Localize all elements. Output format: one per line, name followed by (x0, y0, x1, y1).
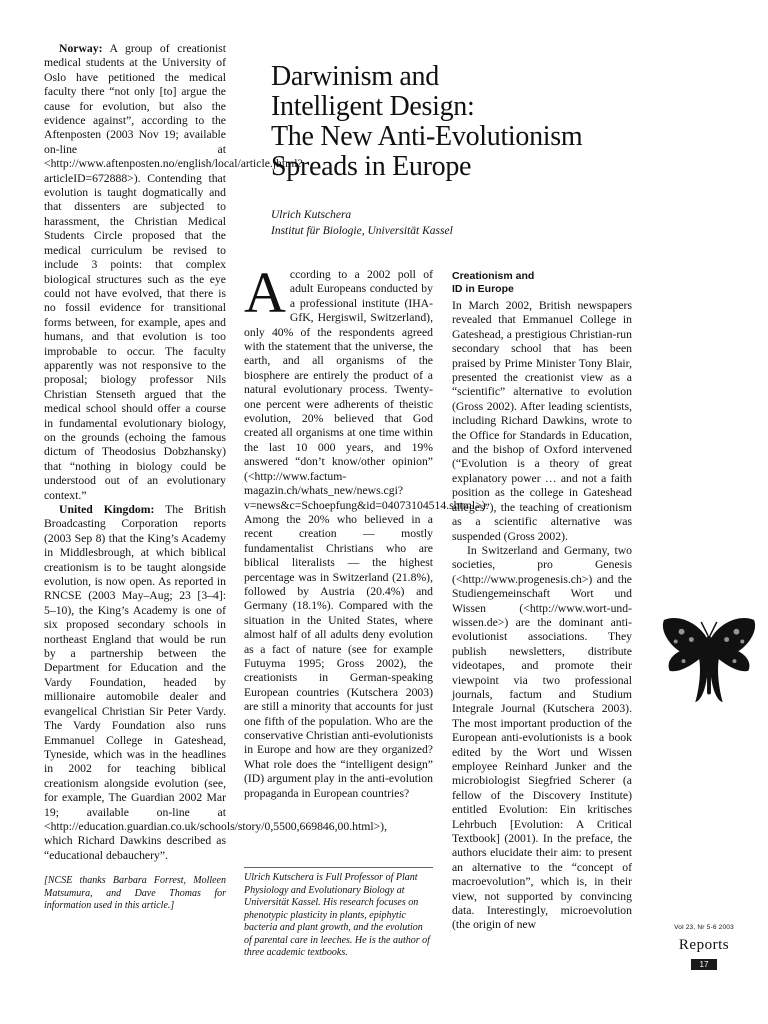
title-line: Intelligent Design: (271, 91, 475, 122)
author-affiliation: Institut für Biologie, Universität Kassel (271, 225, 453, 237)
title-line: Spreads in Europe (271, 151, 472, 182)
title-line: The New Anti-Evolutionism (271, 121, 583, 152)
body-paragraph: In March 2002, British newspapers revealed that Emmanuel College in Gateshead, a prestigious Christian-run secondary school that has been praised by Prime Minister Tony Blair, presented the creationist view as a “scientific” alternative to evolution (Gross 2002). After leading scientists, including Richard Dawkins, wrote to the Office for Standards in Education, and the bishop of Oxford intervened (“Evolution is a theory of great explanatory power … and not a faith position as the college in Gateshead alleges”), the teaching of creationism as a scientific alternative was suspended (Gross 2002). (452, 299, 632, 543)
journal-footer (664, 924, 744, 972)
section-heading (452, 270, 632, 296)
article-column-right (452, 268, 632, 933)
uk-lead: United Kingdom: (59, 503, 155, 516)
author-bio: Ulrich Kutschera is Full Professor of Plant Physiology and Evolutionary Biology at Universität Kassel. His research focuses on phenotypic plasticity in plants, epiphytic bacteria and plant growth, and the evolution of parental care in leeches. He is the author of three academic textbooks. (244, 867, 433, 960)
norway-text: A group of creationist medical students at the University of Oslo have petitioned the medical faculty there “not only [to] argue the cause for evolution, but also the evidence against”, according to the Aftenposten (2003 Nov 19; available on-line at <http://www.aftenposten.no/english/local/article.jhtml?articleID=672888>). Contending that evolution is taught dogmatically and that dissenters are subjected to harassment, the Christian Medical Students Circle proposed that the medical curriculum be revised to include 3 points: that complex biological structures such as the eye could not have evolved, that there is no fossil evidence for transitional forms between, for example, apes and humans, and that evolution is too improbable to occur. The faculty apparently was not responsive to the proposal; biology professor Nils Christian Stenseth argued that the medical school should offer a course in fundamental evolutionary biology, on the grounds (echoing the famous dictum of Theodosius Dobzhansky) that “nothing in biology could be understood out of an evolutionary context.” (44, 42, 303, 502)
butterfly-icon (660, 612, 758, 720)
intro-text: ccording to a 2002 poll of adult Europeans conducted by a professional institute (IHA-GfK, Hergiswil, Switzerland), only 40% of the respondents agreed with the statement that the universe, the earth, and all organisms of the biosphere are entirely the product of a natural evolutionary process. Twenty-one percent were adherents of theistic evolution, 20% believed that God created all organisms at one time within the last 10 000 years, and 19% answered “don’t know/other opinion” (<http://www.factum-magazin.ch/whats_new/news.cgi?v=news&c=Schoepfung&id=04073104514.shtml>). Among the 20% who believed in a recent creation — mostly fundamentalist Christians who are biblical literalists — the highest percentage was in Switzerland (21.8%), followed by Austria (20.4%) and Germany (18.1%). Compared with the situation in the United States, where almost half of all adults deny evolution as a fact of nature (see for example Futuyma 1995; Gross 2002), the creationists in German-speaking European countries (Kutschera 2003) are still a minority that accounts for just one fifth of the population. Who are the conservative Christian anti-evolutionists in Europe and how are they organized? What role does the “intelligent design” (ID) argument play in the anti-evolution propaganda in European countries? (244, 268, 489, 800)
uk-text: The British Broadcasting Corporation reports (2003 Sep 8) that the King’s Academy in Middlesbrough, at which biblical creationism is to be taught alongside evolution, is now open. As reported in RNCSE (2003 May–Aug; 23 [3–4]: 5–10), the King’s Academy is one of six proposed secondary schools in northeast England that would be run by a partnership between the Department for Education and the Vardy Foundation, headed by millionaire automobile dealer and evangelical Christian Sir Peter Vardy. The Vardy Foundation also runs Emmanuel College in Gateshead, Tyneside, which was in the headlines in 2002 for teaching biblical creationism alongside evolution (see, for example, The Guardian 2002 Mar 19; available on-line at <http://education.guardian.co.uk/schools/story/0,5500,669846,00.html>), which Richard Dawkins described as “educational debauchery”. (44, 503, 387, 862)
uk-paragraph (44, 503, 387, 863)
drop-cap: A (244, 260, 286, 325)
norway-lead: Norway: (59, 42, 103, 55)
article-title (271, 62, 651, 182)
section-heading-line: Creationism and (452, 270, 535, 282)
byline (271, 207, 453, 239)
norway-paragraph (44, 42, 303, 503)
title-line: Darwinism and (271, 61, 439, 92)
body-paragraph: In Switzerland and Germany, two societies, pro Genesis (<http://www.progenesis.ch>) and the Studiengemeinschaft Wort und Wissen (<http://www.wort-und-wissen.de>) are the dominant anti-evolutionist associations. They publish newsletters, distribute videotapes, and promote their viewpoint via two professional journals, factum and Studium Integrale Journal (Kutschera 2003). The most important production of the European anti-evolutionists is a book edited by the Wort und Wissen employee Reinhard Junker and the microbiologist Siegfried Scherer (a fellow of the Discovery Institute) entitled Evolution: Ein kritisches Lehrbuch [Evolution: A Critical Textbook] (2001). In the preface, the authors elucidate their aim: to present an alternative to the “concept of macroevolution”, which is, in their view, not supported by convincing data. Interestingly, microevolution (the origin of new (452, 543, 632, 932)
page-number: 17 (691, 959, 718, 970)
volume-info: Vol 23, Nr 5-6 2003 (674, 924, 734, 931)
section-name: Reports (678, 937, 730, 953)
thanks-note: [NCSE thanks Barbara Forrest, Molleen Matsumura, and Dave Thomas for information used in this article.] (44, 875, 226, 911)
author-name: Ulrich Kutschera (271, 209, 352, 221)
section-heading-line: ID in Europe (452, 283, 514, 295)
